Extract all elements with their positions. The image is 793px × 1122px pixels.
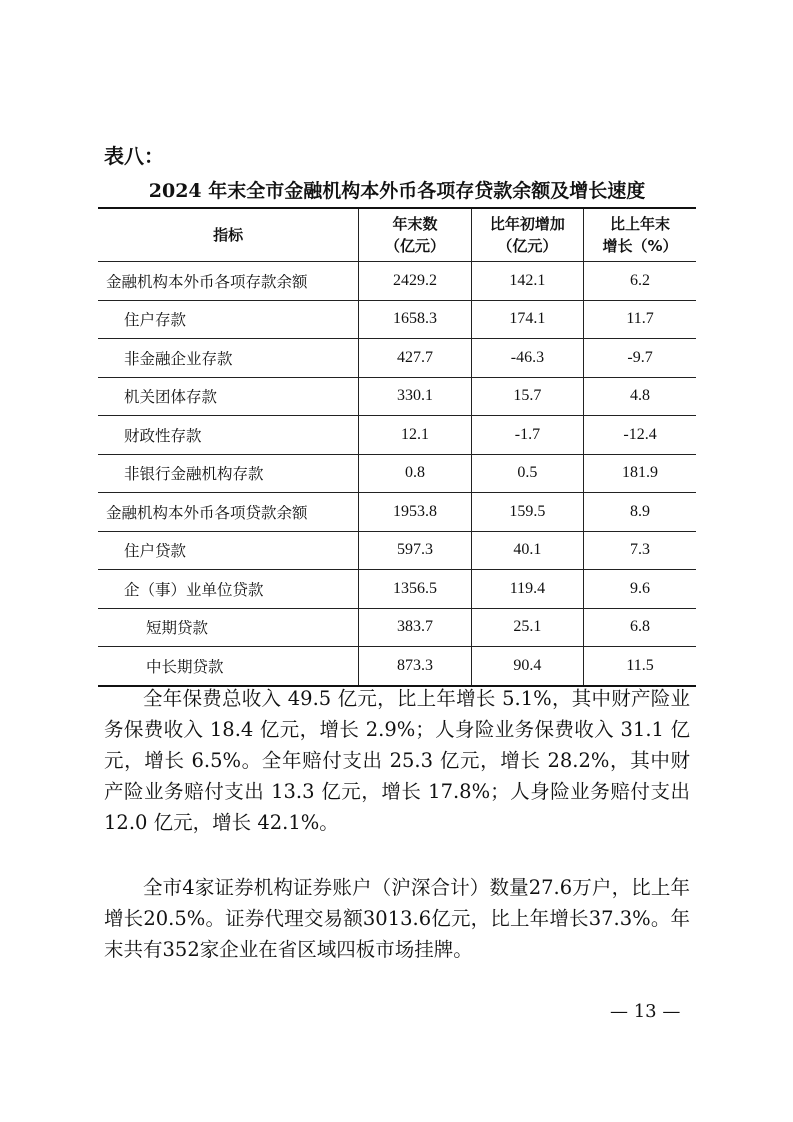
row-increase: 142.1 <box>471 262 583 301</box>
securities-paragraph <box>104 872 690 965</box>
table-row <box>98 262 696 301</box>
row-increase: 25.1 <box>471 608 583 647</box>
row-growth: 6.8 <box>584 608 696 647</box>
row-indicator: 金融机构本外币各项贷款余额 <box>98 493 359 532</box>
row-increase: 159.5 <box>471 493 583 532</box>
row-indicator: 非银行金融机构存款 <box>98 454 359 493</box>
row-increase: 40.1 <box>471 531 583 570</box>
table-row <box>98 339 696 378</box>
row-year-end: 427.7 <box>359 339 471 378</box>
row-indicator: 中长期贷款 <box>98 647 359 686</box>
table-row <box>98 416 696 455</box>
table-row <box>98 377 696 416</box>
row-increase: 119.4 <box>471 570 583 609</box>
paragraph-text: 全年保费总收入 49.5 亿元，比上年增长 5.1%，其中财产险业务保费收入 18.4 亿元，增长 2.9%；人身险业务保费收入 31.1 亿元，增长 6.5%。全年赔付支出 25.3 亿元，增长 28.2%，其中财产险业务赔付支出 13.3 亿元，增长 17.8%；人身险业务赔付支出 12.0 亿元，增长 42.1%。 <box>104 687 690 834</box>
table-row <box>98 493 696 532</box>
row-year-end: 873.3 <box>359 647 471 686</box>
row-year-end: 0.8 <box>359 454 471 493</box>
table-row <box>98 647 696 686</box>
row-indicator: 住户存款 <box>98 300 359 339</box>
row-indicator: 非金融企业存款 <box>98 339 359 378</box>
row-increase: 174.1 <box>471 300 583 339</box>
table-title: 2024 年末全市金融机构本外币各项存贷款余额及增长速度 <box>148 180 646 202</box>
row-growth: -12.4 <box>584 416 696 455</box>
row-indicator: 金融机构本外币各项存款余额 <box>98 262 359 301</box>
row-increase: 0.5 <box>471 454 583 493</box>
row-growth: 6.2 <box>584 262 696 301</box>
row-growth: -9.7 <box>584 339 696 378</box>
row-year-end: 1658.3 <box>359 300 471 339</box>
row-year-end: 2429.2 <box>359 262 471 301</box>
page-number: — 13 — <box>610 1001 681 1022</box>
row-indicator: 财政性存款 <box>98 416 359 455</box>
row-year-end: 330.1 <box>359 377 471 416</box>
row-indicator: 住户贷款 <box>98 531 359 570</box>
insurance-paragraph <box>104 683 690 838</box>
table-header-row <box>98 208 696 262</box>
table-row <box>98 531 696 570</box>
row-year-end: 383.7 <box>359 608 471 647</box>
row-increase: -1.7 <box>471 416 583 455</box>
row-increase: -46.3 <box>471 339 583 378</box>
row-growth: 9.6 <box>584 570 696 609</box>
row-growth: 11.7 <box>584 300 696 339</box>
paragraph-text: 全市4家证券机构证券账户（沪深合计）数量27.6万户，比上年增长20.5%。证券代理交易额3013.6亿元，比上年增长37.3%。年末共有352家企业在省区域四板市场挂牌。 <box>104 876 690 961</box>
row-indicator: 机关团体存款 <box>98 377 359 416</box>
deposit-loan-table <box>98 207 696 687</box>
row-growth: 11.5 <box>584 647 696 686</box>
table-label: 表八： <box>104 144 164 168</box>
row-growth: 181.9 <box>584 454 696 493</box>
row-year-end: 597.3 <box>359 531 471 570</box>
row-increase: 90.4 <box>471 647 583 686</box>
header-increase: 比年初增加 （亿元） <box>471 208 583 262</box>
table-row <box>98 300 696 339</box>
header-year-end: 年末数 （亿元） <box>359 208 471 262</box>
header-growth: 比上年末 增长（%） <box>584 208 696 262</box>
row-growth: 7.3 <box>584 531 696 570</box>
row-indicator: 企（事）业单位贷款 <box>98 570 359 609</box>
row-year-end: 1953.8 <box>359 493 471 532</box>
row-year-end: 1356.5 <box>359 570 471 609</box>
table-row <box>98 454 696 493</box>
row-increase: 15.7 <box>471 377 583 416</box>
table-row <box>98 608 696 647</box>
row-growth: 8.9 <box>584 493 696 532</box>
header-indicator: 指标 <box>98 208 359 262</box>
row-growth: 4.8 <box>584 377 696 416</box>
row-year-end: 12.1 <box>359 416 471 455</box>
row-indicator: 短期贷款 <box>98 608 359 647</box>
table-row <box>98 570 696 609</box>
